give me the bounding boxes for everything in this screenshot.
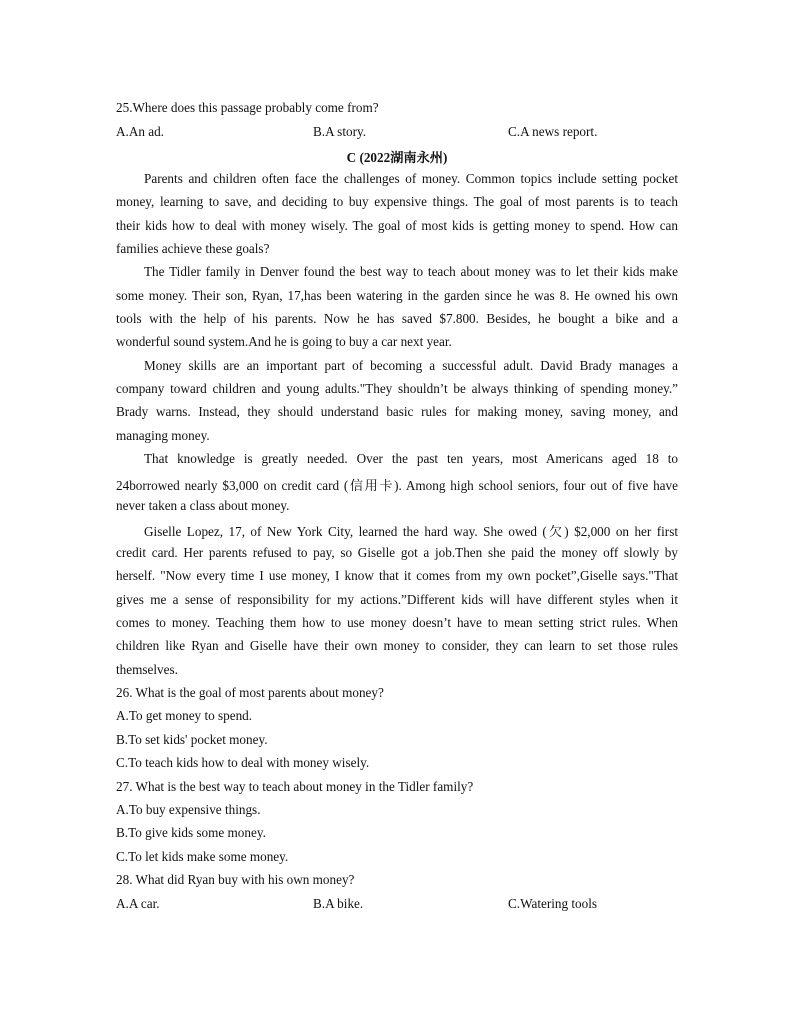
paragraph-5-line-2: credit card. Her parents refused to pay, so Giselle got a job.Then she paid the money off slowly by	[116, 545, 678, 560]
question-25-stem: 25.Where does this passage probably come from?	[116, 100, 379, 115]
paragraph-1-line-4: families achieve these goals?	[116, 241, 270, 256]
section-title: C (2022湖南永州)	[346, 150, 448, 165]
paragraph-1-line-3: their kids how to deal with money wisely. The goal of most kids is getting money to spend. How can	[116, 218, 678, 233]
question-26-option-a: A.To get money to spend.	[116, 708, 253, 723]
paragraph-4-line-1: That knowledge is greatly needed. Over the past ten years, most Americans aged 18 to	[144, 451, 678, 466]
paragraph-5-line-5: comes to money. Teaching them how to use money doesn’t have to mean setting strict rules. When	[116, 615, 678, 630]
paragraph-2-line-2: some money. Their son, Ryan, 17,has been watering in the garden since he was 8. He owned his own	[116, 288, 678, 303]
paragraph-1-line-2: money, learning to save, and deciding to buy expensive things. The goal of most parents is to teach	[116, 194, 678, 209]
paragraph-4-line-2: 24borrowed nearly $3,000 on credit card (信用卡). Among high school seniors, four out of five have	[116, 478, 678, 493]
question-27-option-a: A.To buy expensive things.	[116, 802, 261, 817]
question-28-option-a: A.A car.	[116, 896, 160, 911]
question-26-option-c: C.To teach kids how to deal with money wisely.	[116, 755, 370, 770]
paragraph-1-line-1: Parents and children often face the challenges of money. Common topics include setting pocket	[144, 171, 678, 186]
paragraph-5-line-7: themselves.	[116, 662, 178, 677]
question-26-option-b: B.To set kids' pocket money.	[116, 732, 268, 747]
paragraph-4-line-3: never taken a class about money.	[116, 498, 290, 513]
question-27-option-b: B.To give kids some money.	[116, 825, 266, 840]
paragraph-3-line-2: company toward children and young adults."They shouldn’t be always thinking of spending money.”	[116, 381, 678, 396]
question-25-option-a: A.An ad.	[116, 124, 164, 139]
question-28-option-b: B.A bike.	[313, 896, 364, 911]
question-27-stem: 27. What is the best way to teach about money in the Tidler family?	[116, 779, 474, 794]
paragraph-2-line-3: tools with the help of his parents. Now he has saved $7.800. Besides, he bought a bike and a	[116, 311, 678, 326]
question-28-stem: 28. What did Ryan buy with his own money?	[116, 872, 355, 887]
question-27-option-c: C.To let kids make some money.	[116, 849, 289, 864]
paragraph-5-line-4: gives me a sense of responsibility for my actions.”Different kids will have different styles when it	[116, 592, 678, 607]
question-25-option-c: C.A news report.	[508, 124, 598, 139]
question-26-stem: 26. What is the goal of most parents about money?	[116, 685, 384, 700]
paragraph-2-line-1: The Tidler family in Denver found the best way to teach about money was to let their kids make	[144, 264, 678, 279]
paragraph-3-line-3: Brady warns. Instead, they should understand basic rules for making money, saving money, and	[116, 404, 678, 419]
paragraph-3-line-1: Money skills are an important part of becoming a successful adult. David Brady manages a	[144, 358, 678, 373]
question-25-option-b: B.A story.	[313, 124, 366, 139]
paragraph-5-line-6: children like Ryan and Giselle have their own money to consider, they can learn to set those rules	[116, 638, 678, 653]
paragraph-5-line-1: Giselle Lopez, 17, of New York City, learned the hard way. She owed (欠) $2,000 on her first	[144, 524, 678, 539]
paragraph-2-line-4: wonderful sound system.And he is going to buy a car next year.	[116, 334, 452, 349]
question-28-option-c: C.Watering tools	[508, 896, 598, 911]
paragraph-5-line-3: herself. "Now every time I use money, I know that it comes from my own pocket”,Giselle says."That	[116, 568, 678, 583]
paragraph-3-line-4: managing money.	[116, 428, 210, 443]
